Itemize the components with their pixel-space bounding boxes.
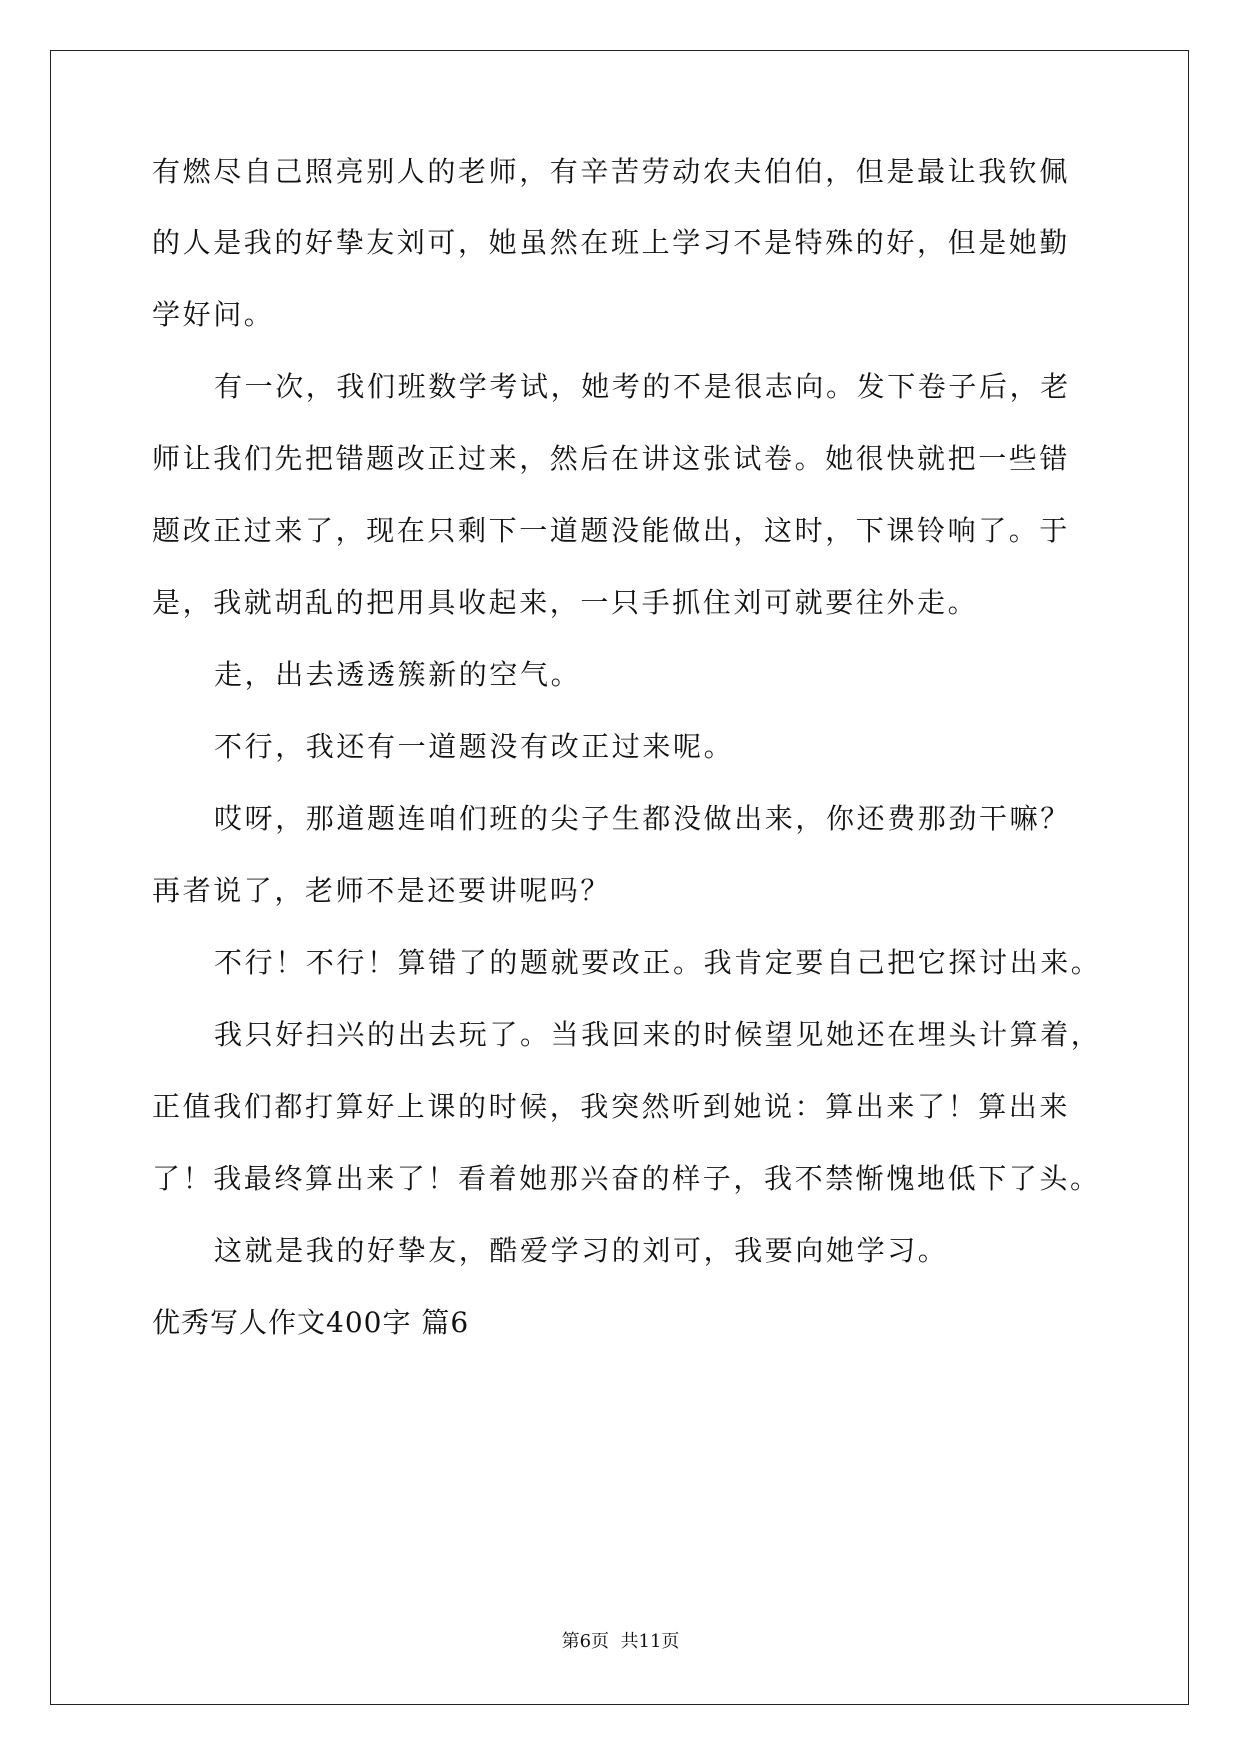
text-line: 是，我就胡乱的把用具收起来，一只手抓住刘可就要往外走。	[152, 586, 979, 619]
text-line: 题改正过来了，现在只剩下一道题没能做出，这时，下课铃响了。于	[152, 514, 1071, 547]
text-line: 我只好扫兴的出去玩了。当我回来的时候望见她还在埋头计算着，	[214, 1018, 1102, 1051]
text-line: 了！我最终算出来了！看着她那兴奋的样子，我不禁惭愧地低下了头。	[152, 1162, 1101, 1195]
page-number-footer: 第6页 共11页	[561, 1631, 680, 1652]
text-line: 不行，我还有一道题没有改正过来呢。	[214, 730, 735, 763]
text-line: 哎呀，那道题连咱们班的尖子生都没做出来，你还费那劲干嘛？	[214, 802, 1071, 835]
text-line: 这就是我的好挚友，酷爱学习的刘可，我要向她学习。	[214, 1234, 949, 1267]
text-line: 的人是我的好挚友刘可，她虽然在班上学习不是特殊的好，但是她勤	[152, 226, 1071, 259]
text-line: 师让我们先把错题改正过来，然后在讲这张试卷。她很快就把一些错	[152, 442, 1071, 475]
text-line: 正值我们都打算好上课的时候，我突然听到她说：算出来了！算出来	[152, 1090, 1071, 1123]
text-line: 再者说了，老师不是还要讲呢吗？	[152, 874, 612, 907]
text-line: 学好问。	[152, 298, 275, 331]
text-line: 不行！不行！算错了的题就要改正。我肯定要自己把它探讨出来。	[214, 946, 1102, 979]
text-line: 有一次，我们班数学考试，她考的不是很志向。发下卷子后，老	[214, 370, 1071, 403]
text-line: 走，出去透透簇新的空气。	[214, 658, 582, 691]
text-line: 有燃尽自己照亮别人的老师，有辛苦劳动农夫伯伯，但是最让我钦佩	[152, 155, 1071, 188]
section-heading: 优秀写人作文400字 篇6	[152, 1306, 470, 1339]
